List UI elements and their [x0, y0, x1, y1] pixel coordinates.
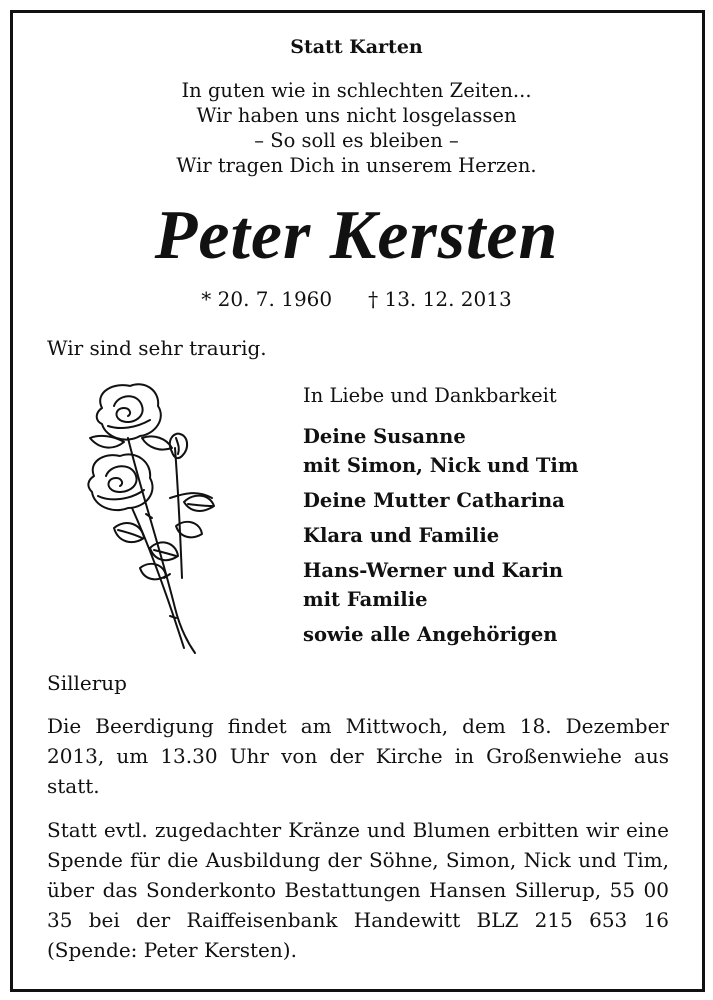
mourner-entry [303, 521, 578, 550]
poem-line: In guten wie in schlechten Zeiten... [181, 79, 532, 102]
poem [0, 78, 713, 178]
header-statt-karten: Statt Karten [290, 36, 423, 58]
mourner-line: mit Simon, Nick und Tim [303, 454, 579, 477]
mourners-list [303, 422, 578, 655]
thanks-line: In Liebe und Dankbarkeit [303, 384, 557, 407]
mourner-entry [303, 556, 578, 614]
poem-line: Wir haben uns nicht losgelassen [196, 104, 517, 127]
birth-date: * 20. 7. 1960 [201, 287, 333, 311]
place: Sillerup [47, 671, 127, 695]
mourner-line: mit Familie [303, 588, 428, 611]
funeral-paragraph: Die Beerdigung findet am Mittwoch, dem 18. Dezember 2013, um 13.30 Uhr von der Kirche in Großenwiehe aus statt. [47, 714, 669, 798]
mourner-line: Hans-Werner und Karin [303, 559, 564, 582]
poem-line: Wir tragen Dich in unserem Herzen. [176, 154, 537, 177]
life-dates [0, 287, 713, 311]
deceased-name: Peter Kersten [154, 197, 559, 274]
death-date: † 13. 12. 2013 [368, 287, 512, 311]
mourner-entry [303, 422, 578, 480]
mourner-entry [303, 620, 578, 649]
mourner-line: sowie alle Angehörigen [303, 623, 558, 646]
rose-icon [80, 378, 230, 656]
mourner-line: Klara und Familie [303, 524, 500, 547]
donation-paragraph: Statt evtl. zugedachter Kränze und Blumen erbitten wir eine Spende für die Ausbildung der Söhne, Simon, Nick und Tim, über das Sonderkonto Bestattungen Hansen Sillerup, 55 00 35 bei der Raiffeisenbank Handewitt BLZ 215 653 16 (Spende: Peter Kersten). [47, 818, 669, 962]
poem-line: – So soll es bleiben – [254, 129, 459, 152]
mourner-line: Deine Mutter Catharina [303, 489, 565, 512]
mourner-entry [303, 486, 578, 515]
mourner-line: Deine Susanne [303, 425, 466, 448]
statement: Wir sind sehr traurig. [47, 336, 267, 360]
